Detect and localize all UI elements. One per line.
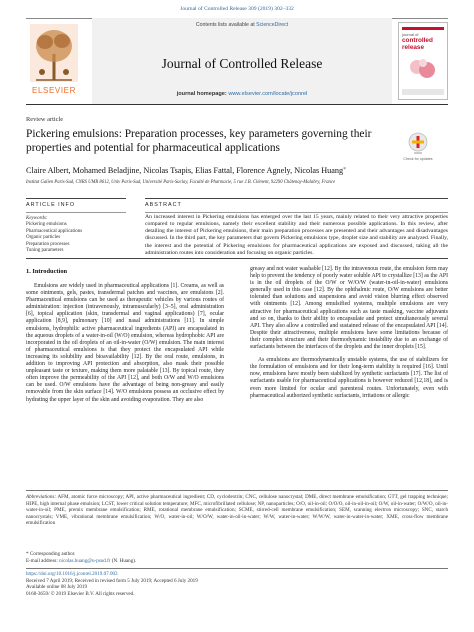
homepage-line (92, 91, 392, 97)
journal-title: Journal of Controlled Release (161, 56, 323, 71)
homepage-label: journal homepage: (176, 91, 227, 97)
received-dates: Received 7 April 2019; Received in revised form 5 July 2019; Accepted 6 July 2019 (26, 577, 198, 584)
copyright: 0168-3659/ © 2019 Elsevier B.V. All rights reserved. (26, 590, 135, 597)
keywords-block (26, 216, 136, 254)
abbreviations-text: AFM, atomic force microscopy; API, active pharmaceutical ingredient; CD, cyclodextrin; CNC, cellulose nanocrystal; DME, direct membrane emulsification; GTT, gel trapping technique; HIPE, high internal phase emulsion; LCST, lower critical solution temperature; MFC, microfibrillated cellulose; NP, nanoparticles; O/O, oil-in-oil; O/O/O, oil-in-oil-in-oil; O/W, oil-in-water; O/W/O, oil-in-water-in-oil; PME, premix membrane emulsification; RME, rotational membrane emulsification; SCME, stirred-cell membrane emulsification; SEM, scanning electron microscopy; SNC, starch nanocrystals; VME, vibrational membrane emulsification; W/O, water-in-oil; W/O/W, water-in-oil-in-water; W/W, water-in-water; W/W/W, water-in-water-in-water; XME, cross-flow membrane emulsification (26, 494, 448, 526)
abbreviations-label: Abbreviations: (26, 494, 57, 500)
sciencedirect-link[interactable]: ScienceDirect (256, 22, 289, 28)
crossmark-icon[interactable] (408, 132, 428, 156)
keyword-item[interactable]: Tuning parameters (26, 248, 64, 254)
keyword-item[interactable]: Preparation processes (26, 241, 70, 247)
cover-footer (402, 89, 444, 95)
elsevier-logo (26, 24, 82, 98)
article-info-rule (26, 198, 126, 199)
abstract-heading: ABSTRACT (145, 202, 182, 208)
elsevier-tree-icon (30, 24, 78, 82)
email-line (26, 558, 448, 565)
body-column-right (250, 266, 448, 406)
abstract-rule (145, 198, 448, 199)
keywords-label: Keywords: (26, 216, 48, 221)
journal-banner (92, 18, 392, 104)
abbreviations-footnote (26, 494, 448, 527)
doi-link[interactable]: https://doi.org/10.1016/j.jconrel.2019.07.003 (26, 571, 118, 577)
body-paragraph: Emulsions are widely used in pharmaceutical applications [1]. Creams, as well as some ointments, gels, pastes, transdermal patches and vaccines, are emulsions [2]. Pharmaceutical emulsions can be used as therapeutic vehicles by various routes of administration: injection (intravenously, intramuscularly) [3–5], oral administration [6], topical application (skin, transdermal and vaginal applications) [7], ocular application [8,9], pulmonary [10] and nasal administrations [11]. In simple emulsions, hydrophilic active pharmaceutical ingredients (API) are encapsulated in the aqueous droplets of a water-in-oil (W/O) emulsion, whereas hydrophobic API are incorporated in the oil droplets of an oil-in-water (O/W) emulsion. The main interest of pharmaceutical emulsions is that they protect the encapsulated API while increasing its solubility and bioavailability [12]. By the oral route, emulsions, in addition to improving API protection and absorption, also mask their possible unpleasant taste or texture, making them more palatable [13]. By topical route, they often improve the permeability of the API [12], and both O/W and W/O emulsions can be used. O/W emulsions have the advantage of being non-greasy and easily removable from the skin surface [14]. W/O emulsions possess an occlusive effect by hydrating the upper layer of the skin and avoiding evaporation. They are also (26, 283, 224, 403)
email-name: (N. Huang). (110, 557, 137, 564)
corresponding-footnote (26, 551, 448, 564)
cover-small-text: journal of (402, 32, 419, 37)
keyword-item[interactable]: Pickering emulsions (26, 222, 67, 228)
cover-artwork-icon (407, 55, 439, 83)
author-names[interactable]: Claire Albert, Mohamed Beladjine, Nicolas Tsapis, Elias Fattal, Florence Agnely, Nicolas Huang (26, 166, 344, 175)
homepage-link[interactable]: www.elsevier.com/locate/jconrel (228, 91, 308, 97)
article-info-heading: ARTICLE INFO (26, 202, 76, 208)
section-title-introduction: 1. Introduction (26, 268, 68, 275)
publication-info (26, 571, 448, 597)
journal-cover-thumbnail[interactable] (398, 22, 448, 100)
available-online: Available online 08 July 2019 (26, 584, 88, 591)
publisher-name: ELSEVIER (32, 86, 76, 95)
journal-header (26, 18, 448, 104)
article-info-subrule (26, 212, 126, 213)
article-title: Pickering emulsions: Preparation processes, key parameters governing their properties and potential for pharmaceutical applications (26, 128, 372, 154)
footnote-rule (26, 490, 448, 491)
body-column-left (26, 283, 224, 410)
email-label: E-mail address: (26, 557, 60, 564)
journal-reference[interactable]: Journal of Controlled Release 309 (2019) 302–332 (180, 6, 294, 12)
header-bottom-rule (26, 104, 448, 105)
cover-accent-bar (402, 27, 444, 30)
abstract-subrule (145, 212, 448, 213)
corresponding-author-label: * Corresponding author. (26, 551, 76, 557)
contents-prefix: Contents lists available at (195, 22, 257, 28)
body-paragraph: greasy and not water washable [12]. By the intravenous route, the emulsion form may help to prevent the tendency of poorly water soluble API to crystallize [13] as the API is in the oil droplets of the O/W or W/O/W (water-in-oil-in-water) emulsions generally used in this case [12]. By the ophthalmic route, O/W emulsions are better tolerated than solutions and suspensions and avoid vision blurring effect observed with ointments [12]. Among emulsified systems, multiple emulsions are very attractive for pharmaceutical applications such as taste masking, vaccine adjuvants and so on, thanks to their ability to encapsulate and protect simultaneously several API. They also allow a controlled and sustained release of the encapsulated API [14]. Despite their attractiveness, multiple emulsions have some limitations because of their complex structure and their thermodynamic instability due to an exchange of surfactants between the interfaces of the droplets and the inner droplets [15]. (250, 266, 448, 351)
crossmark-label[interactable]: Check for updates (403, 157, 433, 161)
body-paragraph: As emulsions are thermodynamically unstable systems, the use of stabilizers for the formulation of emulsions and for their long-term stability is required [16]. Until now, emulsions have mostly been stabilized by synthetic surfactants [17]. The list of surfactants usable for pharmaceutical applications is however reduced [12,18], and is even more limited for ocular and parenteral routes. Unfortunately, even with pharmaceutical authorized synthetic surfactants, irritations or allergic (250, 357, 448, 399)
doi-rule (26, 568, 448, 569)
email-link[interactable]: nicolas.huang@u-psud.fr (59, 557, 111, 564)
author-list[interactable] (26, 166, 450, 175)
abstract-text: An increased interest in Pickering emulsions has emerged over the last 15 years, mainly related to their very attractive properties compared to regular emulsions, namely their excellent stability and their numerous possible applications. In this review, after detailing the interest of Pickering emulsions, their main preparation processes are presented and their advantages and disadvantages discussed. In the third part, the key parameters that govern Pickering emulsions type, droplet size and stability are analyzed. Finally, the interest and the potential of Pickering emulsions for pharmaceutical applications are exposed and discussed, taking all the administration routes into consideration and focusing on organic particles. (145, 214, 448, 256)
cover-title: controlled release (402, 37, 433, 51)
corresponding-star-icon[interactable]: * (343, 167, 347, 173)
contents-line (92, 22, 392, 28)
article-type: Review article (26, 116, 64, 123)
keyword-item[interactable]: Pharmaceutical applications (26, 228, 83, 234)
front-matter-end-rule (26, 258, 448, 259)
affiliation: Institut Galien Paris-Sud, CNRS UMR 8612, Univ Paris-Sud, Université Paris-Saclay, Faculté de Pharmacie, 5 rue J.B. Clément, 92290 Châtenay-Malabry, France (26, 180, 336, 185)
keyword-item[interactable]: Organic particles (26, 235, 61, 241)
